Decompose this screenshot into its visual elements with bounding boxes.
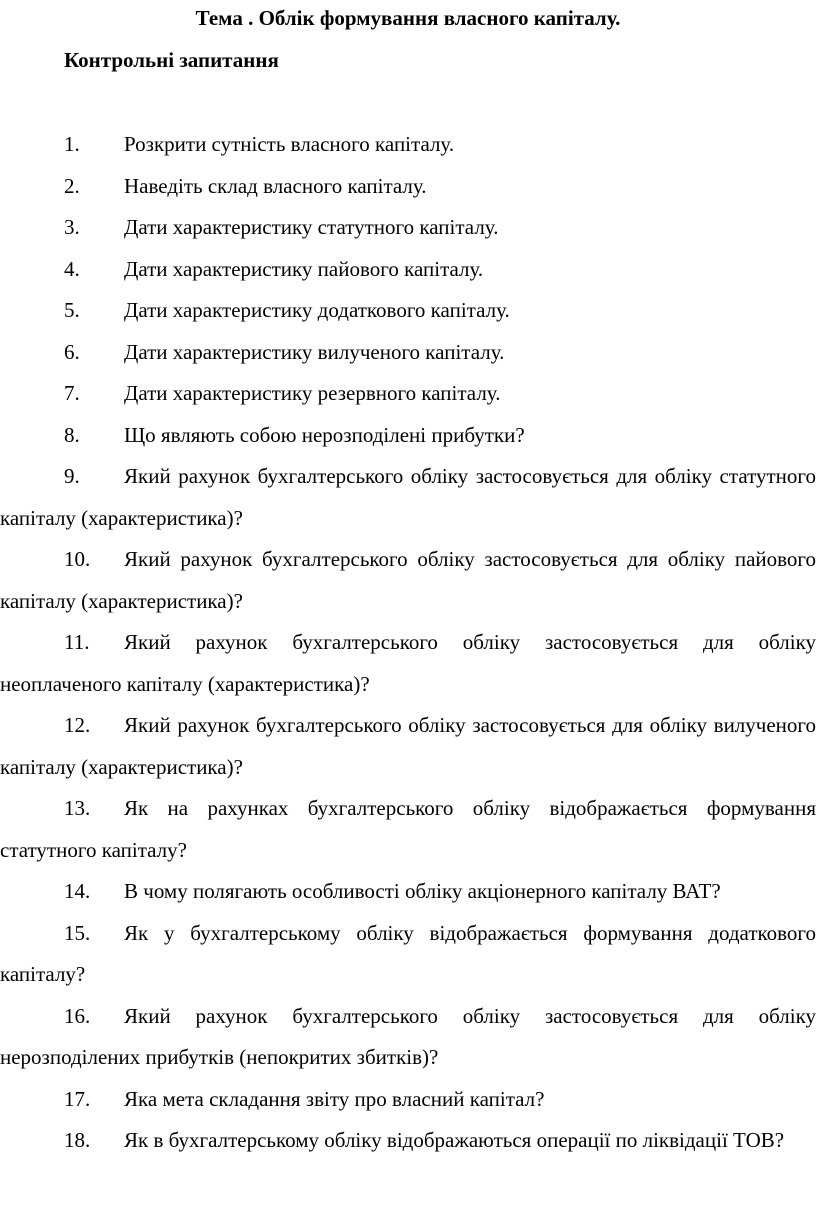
item-number: 18.	[64, 1128, 91, 1152]
list-item	[0, 622, 816, 705]
item-text: Дати характеристику вилученого капіталу.	[124, 339, 505, 364]
section-subtitle: Контрольні запитання	[64, 48, 279, 72]
list-item	[0, 456, 816, 539]
list-item	[0, 539, 816, 622]
list-item	[0, 1079, 816, 1121]
item-number: 15.	[64, 920, 91, 945]
list-item	[0, 373, 816, 415]
page-title: Тема . Облік формування власного капіталу.	[195, 6, 621, 30]
list-item	[0, 249, 816, 291]
list-item	[0, 415, 816, 457]
item-text: Яка мета складання звіту про власний капітал?	[124, 1086, 545, 1111]
item-number: 16.	[64, 1003, 91, 1028]
item-text: Що являють собою нерозподілені прибутки?	[124, 422, 525, 447]
item-text: Наведіть склад власного капіталу.	[124, 173, 427, 198]
item-text: Дати характеристику пайового капіталу.	[124, 256, 484, 281]
item-number: 5.	[64, 298, 80, 322]
item-text: Який рахунок бухгалтерського обліку застосовується для обліку статутного капіталу (характеристика)?	[0, 464, 816, 530]
list-item	[0, 124, 816, 166]
item-number: 17.	[64, 1086, 91, 1111]
item-text: Дати характеристику додаткового капіталу.	[124, 298, 510, 322]
list-item	[0, 166, 816, 208]
item-text: Який рахунок бухгалтерського обліку застосовується для обліку вилученого капіталу (характеристика)?	[0, 713, 816, 779]
list-item	[0, 290, 816, 332]
item-number: 12.	[64, 713, 91, 737]
list-item	[0, 332, 816, 374]
list-item	[0, 996, 816, 1079]
questions-list	[0, 124, 816, 1162]
item-number: 14.	[64, 879, 91, 903]
item-text: Дати характеристику статутного капіталу.	[124, 215, 499, 239]
list-item	[0, 705, 816, 788]
item-number: 11.	[64, 630, 90, 654]
item-text: В чому полягають особливості обліку акціонерного капіталу ВАТ?	[124, 879, 721, 903]
list-item	[0, 788, 816, 871]
list-item	[0, 913, 816, 996]
item-number: 1.	[64, 132, 80, 156]
item-text: Як в бухгалтерському обліку відображаються операції по ліквідації ТОВ?	[124, 1128, 785, 1152]
item-number: 3.	[64, 215, 80, 239]
item-number: 2.	[64, 173, 80, 198]
item-text: Який рахунок бухгалтерського обліку застосовується для обліку неоплаченого капіталу (характеристика)?	[0, 630, 816, 696]
item-number: 4.	[64, 256, 80, 281]
item-number: 7.	[64, 381, 80, 405]
list-item	[0, 871, 816, 913]
item-text: Який рахунок бухгалтерського обліку застосовується для обліку нерозподілених прибутків (непокритих збитків)?	[0, 1003, 816, 1069]
item-number: 10.	[64, 547, 91, 571]
item-number: 8.	[64, 422, 80, 447]
item-text: Який рахунок бухгалтерського обліку застосовується для обліку пайового капіталу (характеристика)?	[0, 547, 816, 613]
list-item	[0, 207, 816, 249]
list-item	[0, 1120, 816, 1162]
item-text: Дати характеристику резервного капіталу.	[124, 381, 501, 405]
item-text: Як у бухгалтерському обліку відображається формування додаткового капіталу?	[0, 920, 816, 986]
item-number: 9.	[64, 464, 80, 488]
item-text: Розкрити сутність власного капіталу.	[124, 132, 455, 156]
item-number: 6.	[64, 339, 80, 364]
item-text: Як на рахунках бухгалтерського обліку відображається формування статутного капіталу?	[0, 796, 816, 862]
item-number: 13.	[64, 796, 91, 820]
